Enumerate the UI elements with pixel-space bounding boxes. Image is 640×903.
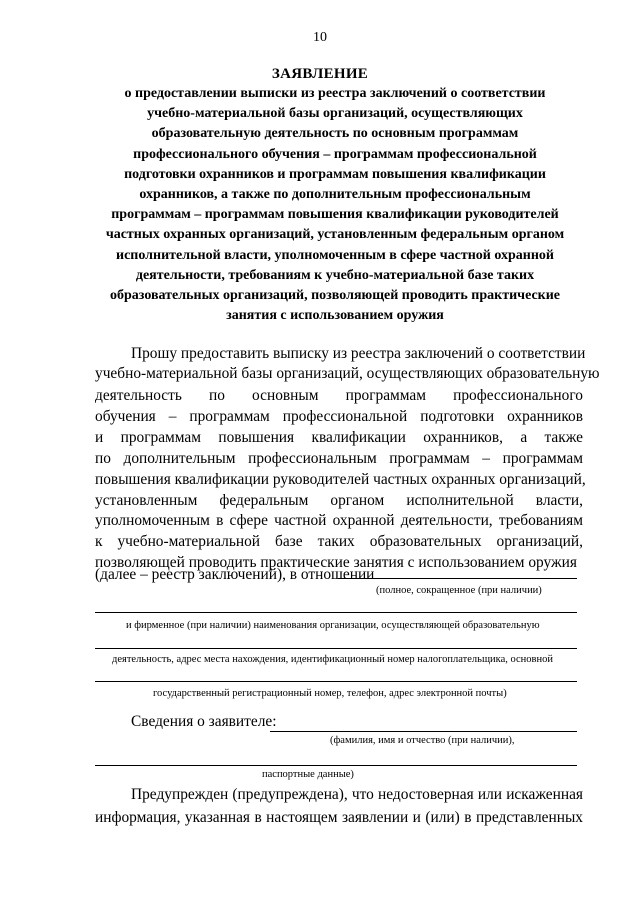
subtitle-line: профессионального обучения – программам профессиональной	[133, 146, 537, 162]
organization-name-field[interactable]	[338, 578, 577, 579]
body-line: к учебно-материальной базе таких образовательных организаций,	[95, 533, 583, 550]
field-caption: деятельность, адрес места нахождения, идентификационный номер налогоплательщика, основной	[112, 654, 553, 665]
body-line: по дополнительным профессиональным программам – программам	[95, 450, 583, 467]
body-line: и программам повышения квалификации охранников, а также	[95, 429, 583, 446]
applicant-name-field[interactable]	[270, 731, 577, 732]
field-caption: (полное, сокращенное (при наличии)	[376, 585, 542, 596]
document-subtitle	[90, 84, 580, 326]
field-caption: и фирменное (при наличии) наименования организации, осуществляющей образовательную	[126, 620, 540, 631]
body-line: деятельность по основным программам профессионального	[95, 387, 583, 404]
body-line: (далее – реестр заключений), в отношении	[95, 566, 375, 583]
organization-details-field[interactable]	[95, 648, 577, 649]
subtitle-line: деятельности, требованиям к учебно-материальной базе таких	[135, 267, 535, 283]
organization-details-field[interactable]	[95, 681, 577, 682]
body-line: повышения квалификации руководителей частных охранных организаций,	[95, 471, 586, 488]
subtitle-line: исполнительной власти, уполномоченным в сфере частной охранной	[116, 247, 554, 263]
subtitle-line: образовательную деятельность по основным программам	[151, 126, 519, 142]
field-caption: (фамилия, имя и отчество (при наличии),	[330, 735, 515, 746]
organization-details-field[interactable]	[95, 612, 577, 613]
subtitle-line: подготовки охранников и программам повышения квалификации	[124, 166, 546, 182]
passport-data-field[interactable]	[95, 765, 577, 766]
body-line: установленным федеральным органом исполнительной власти,	[95, 492, 583, 509]
subtitle-line: частных охранных организаций, установленным федеральным органом	[105, 227, 565, 243]
field-caption: государственный регистрационный номер, телефон, адрес электронной почты)	[153, 688, 507, 699]
subtitle-line: программам – программам повышения квалификации руководителей	[111, 207, 559, 223]
warning-line: Предупрежден (предупреждена), что недостоверная или искаженная	[131, 786, 583, 803]
subtitle-line: охранников, а также по дополнительным профессиональным	[139, 187, 531, 203]
document-title: ЗАЯВЛЕНИЕ	[271, 66, 369, 82]
field-caption: паспортные данные)	[262, 769, 354, 780]
subtitle-line: образовательных организаций, позволяющей проводить практические	[109, 288, 561, 304]
warning-line: информация, указанная в настоящем заявлении и (или) в представленных	[95, 809, 583, 826]
body-line: Прошу предоставить выписку из реестра заключений о соответствии	[131, 345, 586, 362]
body-line: уполномоченным в сфере частной охранной деятельности, требованиям	[95, 512, 583, 529]
applicant-label: Сведения о заявителе:	[131, 713, 277, 730]
body-line: позволяющей проводить практические занятия с использованием оружия	[95, 554, 577, 571]
body-line: учебно-материальной базы организаций, осуществляющих образовательную	[95, 365, 600, 382]
page-number: 10	[313, 30, 327, 45]
subtitle-line: занятия с использованием оружия	[226, 308, 444, 324]
subtitle-line: учебно-материальной базы организаций, осуществляющих	[147, 106, 523, 122]
subtitle-line: о предоставлении выписки из реестра заключений о соответствии	[124, 86, 546, 101]
body-line: обучения – программам профессиональной подготовки охранников	[95, 408, 583, 425]
